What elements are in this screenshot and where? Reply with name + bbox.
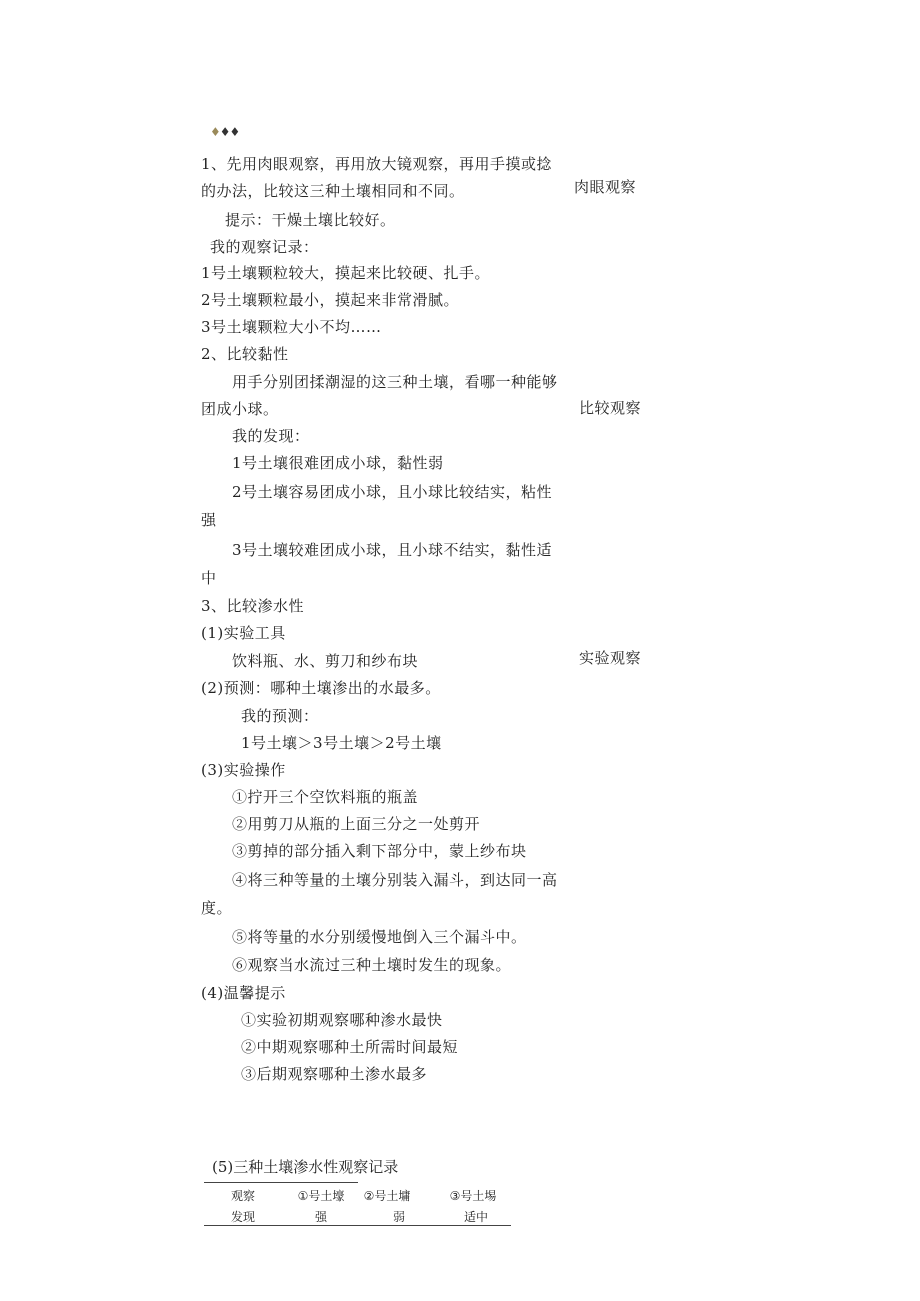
table-cell: 弱 — [392, 1210, 405, 1224]
tip-2: ②中期观察哪种土所需时间最短 — [241, 1038, 459, 1056]
table-cell: 强 — [314, 1210, 327, 1224]
side-note-experimental-observation: 实验观察 — [579, 649, 642, 667]
procedure-step-1: ①拧开三个空饮料瓶的瓶盖 — [232, 788, 419, 806]
table-header-cell: 观察 — [230, 1189, 255, 1203]
step-3-heading: 3、比较渗水性 — [201, 597, 305, 615]
procedure-heading: (3)实验操作 — [201, 761, 286, 779]
step-2-heading: 2、比较黏性 — [201, 345, 289, 363]
table-title: (5)三种土壤渗水性观察记录 — [212, 1158, 399, 1176]
record-soil-1: 1号土壤颗粒较大，摸起来比较硬、扎手。 — [201, 264, 491, 282]
tools-heading: (1)实验工具 — [201, 624, 286, 642]
table-cell: 适中 — [463, 1210, 488, 1224]
tools-list: 饮料瓶、水、剪刀和纱布块 — [232, 652, 419, 670]
hint-text: 提示：干燥土壤比较好。 — [225, 211, 396, 229]
procedure-step-4-line-1: ④将三种等量的土壤分别装入漏斗，到达同一高 — [232, 871, 558, 889]
tip-3: ③后期观察哪种土渗水最多 — [241, 1065, 428, 1083]
diamond-bullet-icon: ♦♦♦ — [210, 125, 240, 139]
record-soil-3: 3号土壤颗粒大小不均…… — [201, 318, 382, 336]
step-1-line-2: 的办法，比较这三种土壤相同和不同。 — [201, 182, 465, 200]
step-1-line-1: 1、先用肉眼观察，再用放大镜观察，再用手摸或捻 — [201, 155, 553, 173]
tip-1: ①实验初期观察哪种渗水最快 — [241, 1011, 443, 1029]
side-note-comparative-observation: 比较观察 — [579, 399, 642, 417]
prediction-heading: (2)预测：哪种土壤渗出的水最多。 — [201, 679, 441, 697]
tips-heading: (4)温馨提示 — [201, 984, 286, 1002]
discovery-soil-3-line-1: 3号土壤较难团成小球，且小球不结实，黏性适 — [232, 541, 553, 559]
my-prediction-value: 1号土壤＞3号土壤＞2号土壤 — [241, 734, 442, 752]
discovery-soil-2-line-2: 强 — [201, 511, 217, 529]
discovery-label: 我的发现： — [232, 427, 310, 445]
table-bottom-rule — [204, 1225, 511, 1226]
discovery-soil-3-line-2: 中 — [201, 569, 217, 587]
discovery-soil-2-line-1: 2号土壤容易团成小球，且小球比较结实，粘性 — [232, 483, 553, 501]
procedure-step-4-line-2: 度。 — [201, 899, 233, 917]
table-header-cell: ②号土墉 — [363, 1189, 411, 1203]
record-soil-2: 2号土壤颗粒最小，摸起来非常滑腻。 — [201, 291, 460, 309]
table-header-cell: ①号土壕 — [297, 1189, 345, 1203]
procedure-step-5: ⑤将等量的水分别缓慢地倒入三个漏斗中。 — [232, 928, 527, 946]
side-note-visual-observation: 肉眼观察 — [574, 178, 637, 196]
table-header-cell: ③号土埸 — [449, 1189, 497, 1203]
table-cell: 发现 — [230, 1210, 255, 1224]
discovery-soil-1: 1号土壤很难团成小球，黏性弱 — [232, 454, 444, 472]
table-top-rule — [204, 1182, 358, 1183]
step-2-instruction-line-2: 团成小球。 — [201, 400, 279, 418]
step-2-instruction-line-1: 用手分别团揉潮湿的这三种土壤，看哪一种能够 — [232, 373, 558, 391]
procedure-step-3: ③剪掉的部分插入剩下部分中，蒙上纱布块 — [232, 842, 527, 860]
procedure-step-6: ⑥观察当水流过三种土壤时发生的现象。 — [232, 956, 512, 974]
observation-record-label: 我的观察记录： — [210, 238, 319, 256]
procedure-step-2: ②用剪刀从瓶的上面三分之一处剪开 — [232, 815, 481, 833]
my-prediction-label: 我的预测： — [241, 707, 319, 725]
